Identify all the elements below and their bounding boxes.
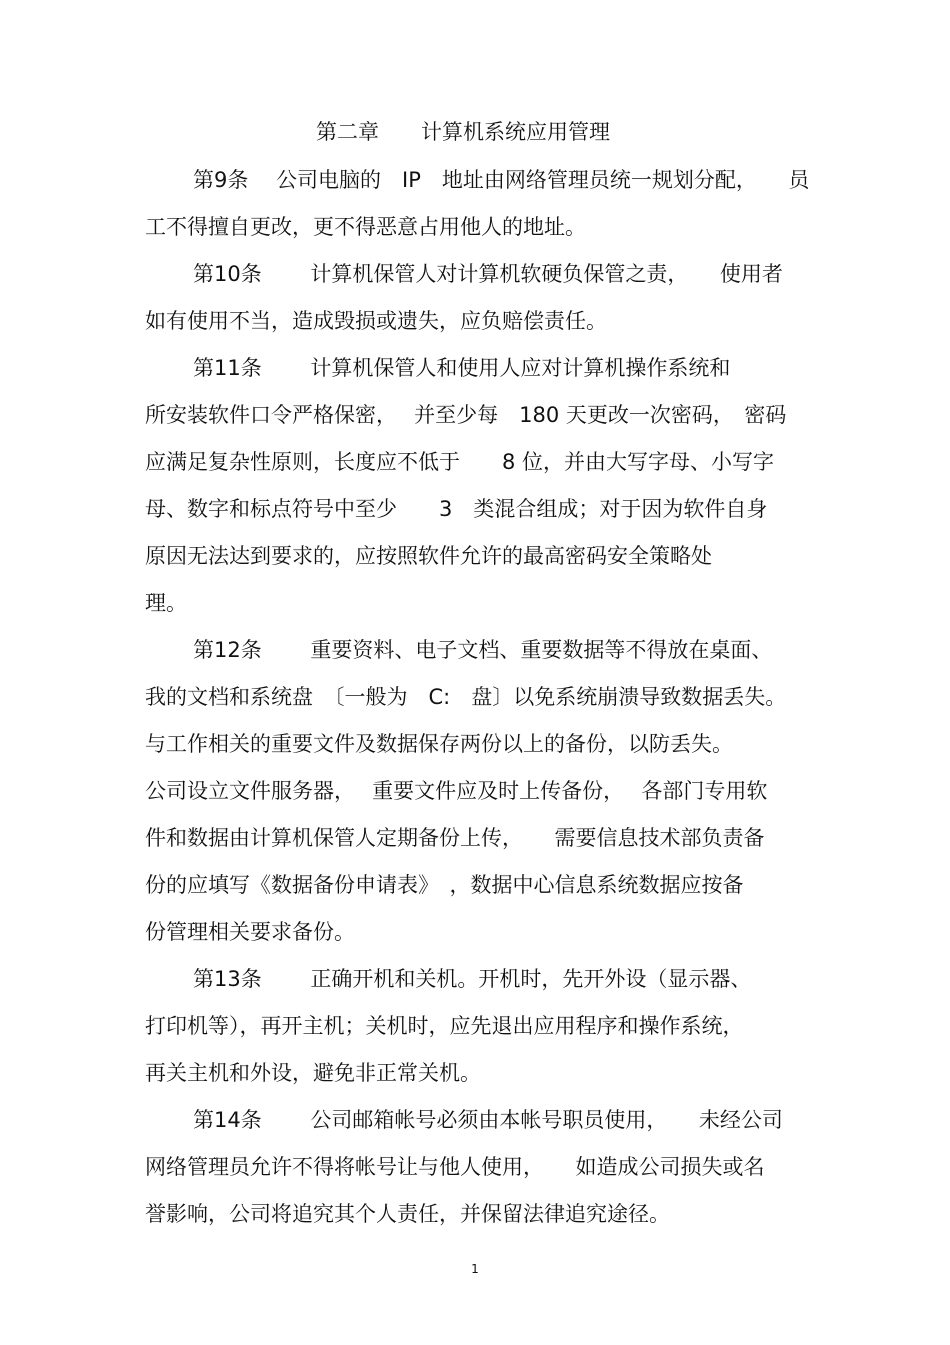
article-9-line-2: 工不得擅自更改，更不得恶意占用他人的地址。 — [145, 215, 586, 239]
page-number: 1 — [471, 1262, 479, 1276]
article-12-line-7: 份管理相关要求备份。 — [145, 920, 355, 944]
article-11-line-4: 母、数字和标点符号中至少 3 类混合组成；对于因为软件自身 — [145, 497, 768, 521]
article-10-line-2: 如有使用不当，造成毁损或遗失，应负赔偿责任。 — [145, 309, 607, 333]
article-14-line-1: 第14条 公司邮箱帐号必须由本帐号职员使用， 未经公司 — [193, 1108, 783, 1132]
article-14-line-2: 网络管理员允许不得将帐号让与他人使用， 如造成公司损失或名 — [145, 1155, 765, 1179]
article-13-line-3: 再关主机和外设，避免非正常关机。 — [145, 1061, 481, 1085]
article-14-line-3: 誉影响，公司将追究其个人责任，并保留法律追究途径。 — [145, 1202, 670, 1226]
article-12-line-3: 与工作相关的重要文件及数据保存两份以上的备份，以防丢失。 — [145, 732, 733, 756]
article-13-line-2: 打印机等），再开主机；关机时，应先退出应用程序和操作系统， — [145, 1014, 744, 1038]
chapter-title: 第二章 计算机系统应用管理 — [316, 120, 610, 144]
article-12-line-5: 件和数据由计算机保管人定期备份上传， 需要信息技术部负责备 — [145, 826, 765, 850]
article-12-line-4: 公司设立文件服务器， 重要文件应及时上传备份， 各部门专用软 — [145, 779, 768, 803]
article-11-line-1: 第11条 计算机保管人和使用人应对计算机操作系统和 — [193, 356, 731, 380]
article-12-line-1: 第12条 重要资料、电子文档、重要数据等不得放在桌面、 — [193, 638, 773, 662]
article-9-line-1: 第9条 公司电脑的 IP 地址由网络管理员统一规划分配， 员 — [193, 168, 810, 192]
article-10-line-1: 第10条 计算机保管人对计算机软硬负保管之责， 使用者 — [193, 262, 783, 286]
article-13-line-1: 第13条 正确开机和关机。开机时，先开外设（显示器、 — [193, 967, 752, 991]
article-11-line-6: 理。 — [145, 591, 187, 615]
article-11-line-2: 所安装软件口令严格保密， 并至少每 180 天更改一次密码， 密码 — [145, 403, 787, 427]
article-11-line-5: 原因无法达到要求的，应按照软件允许的最高密码安全策略处 — [145, 544, 712, 568]
article-12-line-2: 我的文档和系统盘 〔一般为 C: 盘〕以免系统崩溃导致数据丢失。 — [145, 685, 787, 709]
article-12-line-6: 份的应填写《数据备份申请表》 ，数据中心信息系统数据应按备 — [145, 873, 744, 897]
article-11-line-3: 应满足复杂性原则，长度应不低于 8 位，并由大写字母、小写字 — [145, 450, 775, 474]
